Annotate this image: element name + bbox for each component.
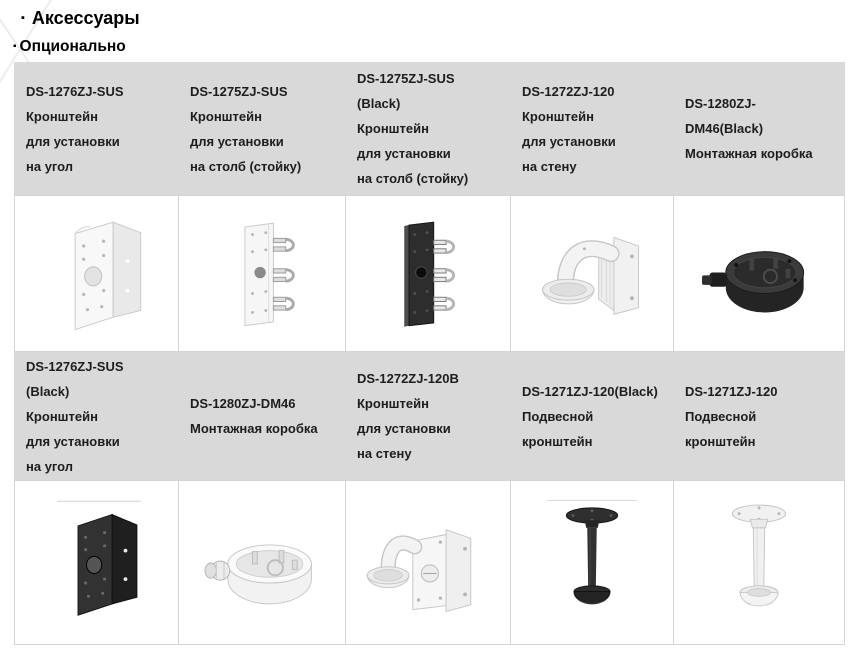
product-desc-line: для установки (522, 133, 616, 149)
image-cell (673, 195, 845, 352)
product-model: DS-1276ZJ-SUS (26, 83, 124, 99)
product-desc-line: Подвесной (685, 408, 757, 424)
product-model-suffix: (Black) (26, 383, 70, 399)
spec-row-1 (14, 62, 845, 195)
subsection-header (13, 38, 126, 56)
pendant-mount-white-image (683, 488, 835, 638)
image-row-1 (14, 195, 845, 352)
product-desc-line: на угол (26, 458, 74, 474)
image-cell (178, 480, 345, 645)
spec-cell-ds1272zj-120 (510, 62, 673, 195)
spec-cell-ds1276zj-sus (14, 62, 178, 195)
product-desc-line: Кронштейн (190, 108, 262, 124)
spec-cell-ds1275zj-sus (178, 62, 345, 195)
spec-cell-ds1271zj-120-black (510, 352, 673, 480)
image-row-2 (14, 480, 845, 645)
spec-cell-ds1272zj-120b (345, 352, 510, 480)
image-cell (178, 195, 345, 352)
product-model: DS-1271ZJ-120 (685, 383, 778, 399)
image-cell (14, 195, 178, 352)
corner-bracket-white-image (21, 202, 173, 345)
product-model: DS-1276ZJ-SUS (26, 358, 124, 374)
spec-cell-ds1280zj-dm46 (178, 352, 345, 480)
product-desc-line: на угол (26, 158, 74, 174)
image-cell (345, 195, 510, 352)
product-model: DS-1280ZJ- (685, 96, 756, 111)
product-model-suffix: DM46(Black) (685, 121, 764, 136)
product-desc-line: Кронштейн (357, 121, 429, 136)
product-desc-line: для установки (26, 133, 120, 149)
section-header (21, 8, 140, 29)
product-desc-line: для установки (190, 133, 284, 149)
product-model: DS-1275ZJ-SUS (190, 83, 288, 99)
product-desc-line: Подвесной (522, 408, 594, 424)
image-cell (345, 480, 510, 645)
square-bullet-icon: ▪ (21, 12, 25, 24)
product-desc-line: Кронштейн (522, 108, 594, 124)
image-cell (510, 195, 673, 352)
product-desc-line: на столб (стойку) (357, 171, 469, 186)
product-desc-line: Монтажная коробка (190, 421, 318, 436)
corner-bracket-black-image (21, 488, 173, 638)
pole-bracket-white-image (186, 202, 338, 345)
product-desc-line: Монтажная коробка (685, 146, 813, 161)
pole-bracket-black-image (352, 202, 504, 345)
junction-box-black-image (683, 202, 835, 345)
spec-cell-ds1280zj-dm46-black (673, 62, 845, 195)
product-model: DS-1280ZJ-DM46 (190, 396, 296, 411)
section-title: Аксессуары (31, 8, 140, 28)
product-model: DS-1275ZJ-SUS (357, 71, 455, 86)
product-desc-line: кронштейн (685, 433, 756, 449)
image-cell (14, 480, 178, 645)
product-desc-line: Кронштейн (357, 396, 429, 411)
product-desc-line: для установки (357, 146, 451, 161)
product-desc-line: на стену (522, 158, 577, 174)
product-model-suffix: (Black) (357, 96, 401, 111)
product-model: DS-1271ZJ-120(Black) (522, 383, 658, 399)
junction-box-white-image (186, 488, 338, 638)
product-desc-line: Кронштейн (26, 108, 98, 124)
product-desc-line: Кронштейн (26, 408, 98, 424)
pendant-mount-black-image (516, 488, 668, 638)
square-bullet-icon: ▪ (13, 41, 17, 52)
wall-mount-white-boxed-image (352, 488, 504, 638)
product-desc-line: для установки (26, 433, 120, 449)
spec-cell-ds1275zj-sus-black (345, 62, 510, 195)
spec-row-2 (14, 352, 845, 480)
image-cell (673, 480, 845, 645)
wall-mount-white-image (516, 202, 668, 345)
product-desc-line: на столб (стойку) (190, 158, 302, 174)
accessories-table (14, 62, 845, 645)
product-desc-line: кронштейн (522, 433, 593, 449)
product-desc-line: на стену (357, 446, 412, 461)
product-model: DS-1272ZJ-120B (357, 371, 459, 386)
product-desc-line: для установки (357, 421, 451, 436)
spec-cell-ds1276zj-sus-black (14, 352, 178, 480)
image-cell (510, 480, 673, 645)
product-model: DS-1272ZJ-120 (522, 83, 615, 99)
subsection-title: Опционально (19, 38, 126, 55)
spec-cell-ds1271zj-120 (673, 352, 845, 480)
